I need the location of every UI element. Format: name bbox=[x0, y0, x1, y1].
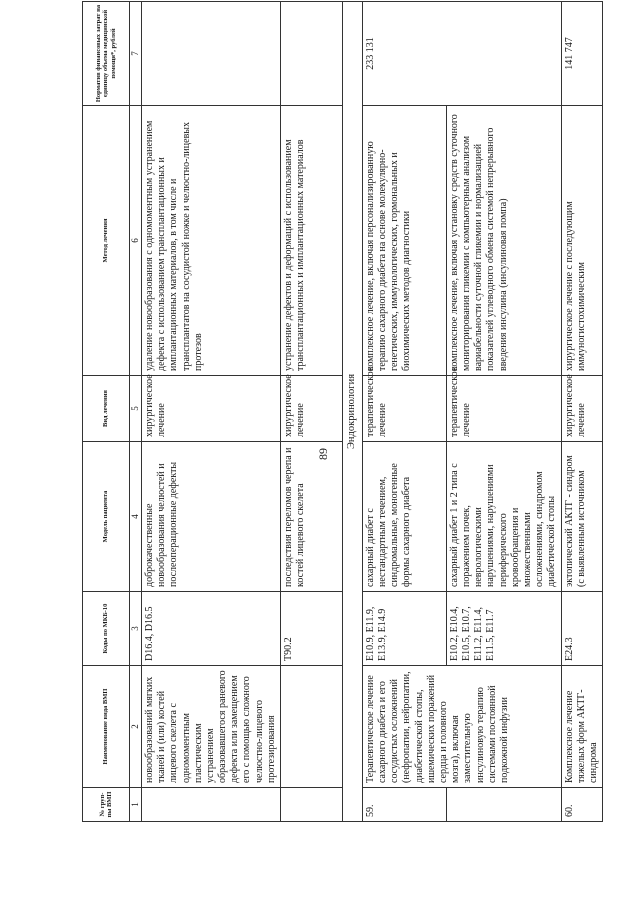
cost-norm bbox=[281, 2, 343, 106]
column-number: 5 bbox=[130, 376, 142, 442]
header-model: Модель пациента bbox=[83, 442, 130, 592]
vmp-table bbox=[82, 1, 603, 822]
header-name: Наименование вида ВМП bbox=[83, 666, 130, 788]
column-number: 3 bbox=[130, 592, 142, 666]
group-number: 60. bbox=[561, 788, 603, 822]
treatment-method: комплексное лечение, включая персонализированную терапию сахарного диабета на основе молекулярно-генетических, иммунологических, гормональных и биохимических методов диагностики bbox=[362, 106, 446, 376]
column-number: 6 bbox=[130, 106, 142, 376]
section-title: Эндокринология bbox=[343, 2, 363, 822]
column-number-row bbox=[130, 2, 142, 822]
header-treatment: Вид лечения bbox=[83, 376, 130, 442]
treatment-method: хирургическое лечение с последующим иммуногистохимическим bbox=[561, 106, 603, 376]
treatment-type: терапевтическое лечение bbox=[446, 376, 561, 442]
column-number: 7 bbox=[130, 2, 142, 106]
header-group: № груп-пы ВМП bbox=[83, 788, 130, 822]
icd-codes: E10.2, E10.4, E10.5, E10.7, E11.2, E11.4, E11.5, E11.7 bbox=[446, 592, 561, 666]
table-row bbox=[141, 2, 280, 822]
patient-model: эктопический АКТГ - синдром (с выявленным источником bbox=[561, 442, 603, 592]
treatment-type: хирургическое лечение bbox=[281, 376, 343, 442]
icd-codes: D16.4, D16.5 bbox=[141, 592, 280, 666]
cost-norm bbox=[141, 2, 280, 106]
table-row bbox=[362, 2, 446, 822]
vmp-name bbox=[281, 666, 343, 788]
patient-model: сахарный диабет с нестандартным течением, синдромальные, моногенные формы сахарного диабета bbox=[362, 442, 446, 592]
table-row bbox=[561, 2, 603, 822]
treatment-type: терапевтическое лечение bbox=[362, 376, 446, 442]
group-number bbox=[141, 788, 280, 822]
group-number: 59. bbox=[362, 788, 446, 822]
vmp-name: Терапевтическое лечение сахарного диабета и его сосудистых осложнений (нефропатии, нейропатии, диабетической стопы, ишемических поражений сердца и головного мозга), включая заместительную инсулиновую терапию системами постоянной подкожной инфузии bbox=[362, 666, 561, 788]
icd-codes: E24.3 bbox=[561, 592, 603, 666]
treatment-method: комплексное лечение, включая установку средств суточного мониторирования гликемии с компьютерным анализом вариабельности суточной гликемии и нормализацией показателей углеводного обмена системой непрерывного введения инсулина (инсулиновая помпа) bbox=[446, 106, 561, 376]
group-number bbox=[446, 788, 561, 822]
patient-model: сахарный диабет 1 и 2 типа с поражением почек, неврологическими нарушениями, нарушениями периферического кровообращения и множественными осложнениями, синдромом диабетической стопы bbox=[446, 442, 561, 592]
document-page bbox=[82, 2, 599, 822]
section-row bbox=[343, 2, 363, 822]
table-row bbox=[281, 2, 343, 822]
vmp-name: Комплексное лечение тяжелых форм АКТГ-синдрома bbox=[561, 666, 603, 788]
group-number bbox=[281, 788, 343, 822]
cost-norm: 141 747 bbox=[561, 2, 603, 106]
treatment-type: хирургическое лечение bbox=[561, 376, 603, 442]
treatment-type: хирургическое лечение bbox=[141, 376, 280, 442]
icd-codes: T90.2 bbox=[281, 592, 343, 666]
cost-norm: 233 131 bbox=[362, 2, 561, 106]
treatment-method: устранение дефектов и деформаций с использованием трансплантационных и имплантационных материалов bbox=[281, 106, 343, 376]
icd-codes: E10.9, E11.9, E13.9, E14.9 bbox=[362, 592, 446, 666]
header-cost: Норматив финансовых затрат на единицу объема медицинской помощи*, рублей bbox=[83, 2, 130, 106]
rotated-table-area bbox=[82, 2, 599, 822]
column-number: 4 bbox=[130, 442, 142, 592]
patient-model: доброкачественные новообразования челюстей и послеоперационные дефекты bbox=[141, 442, 280, 592]
column-number: 2 bbox=[130, 666, 142, 788]
header-method: Метод лечения bbox=[83, 106, 130, 376]
header-row bbox=[83, 2, 130, 822]
vmp-name: новообразований мягких тканей и (или) костей лицевого скелета с одномоментным пластическим устранением образовавшегося раневого дефекта или замещением его с помощью сложного челюстно-лицевого протезирования bbox=[141, 666, 280, 788]
header-codes: Коды по МКБ-10 bbox=[83, 592, 130, 666]
patient-model: последствия переломов черепа и костей лицевого скелета bbox=[281, 442, 343, 592]
treatment-method: удаление новообразования с одномоментным устранением дефекта с использованием трансплантационных и имплантационных материалов, в том числе и трансплантатов на сосудистой ножке и челюстно-лицевых протезов bbox=[141, 106, 280, 376]
page-number: 89 bbox=[316, 448, 330, 460]
column-number: 1 bbox=[130, 788, 142, 822]
